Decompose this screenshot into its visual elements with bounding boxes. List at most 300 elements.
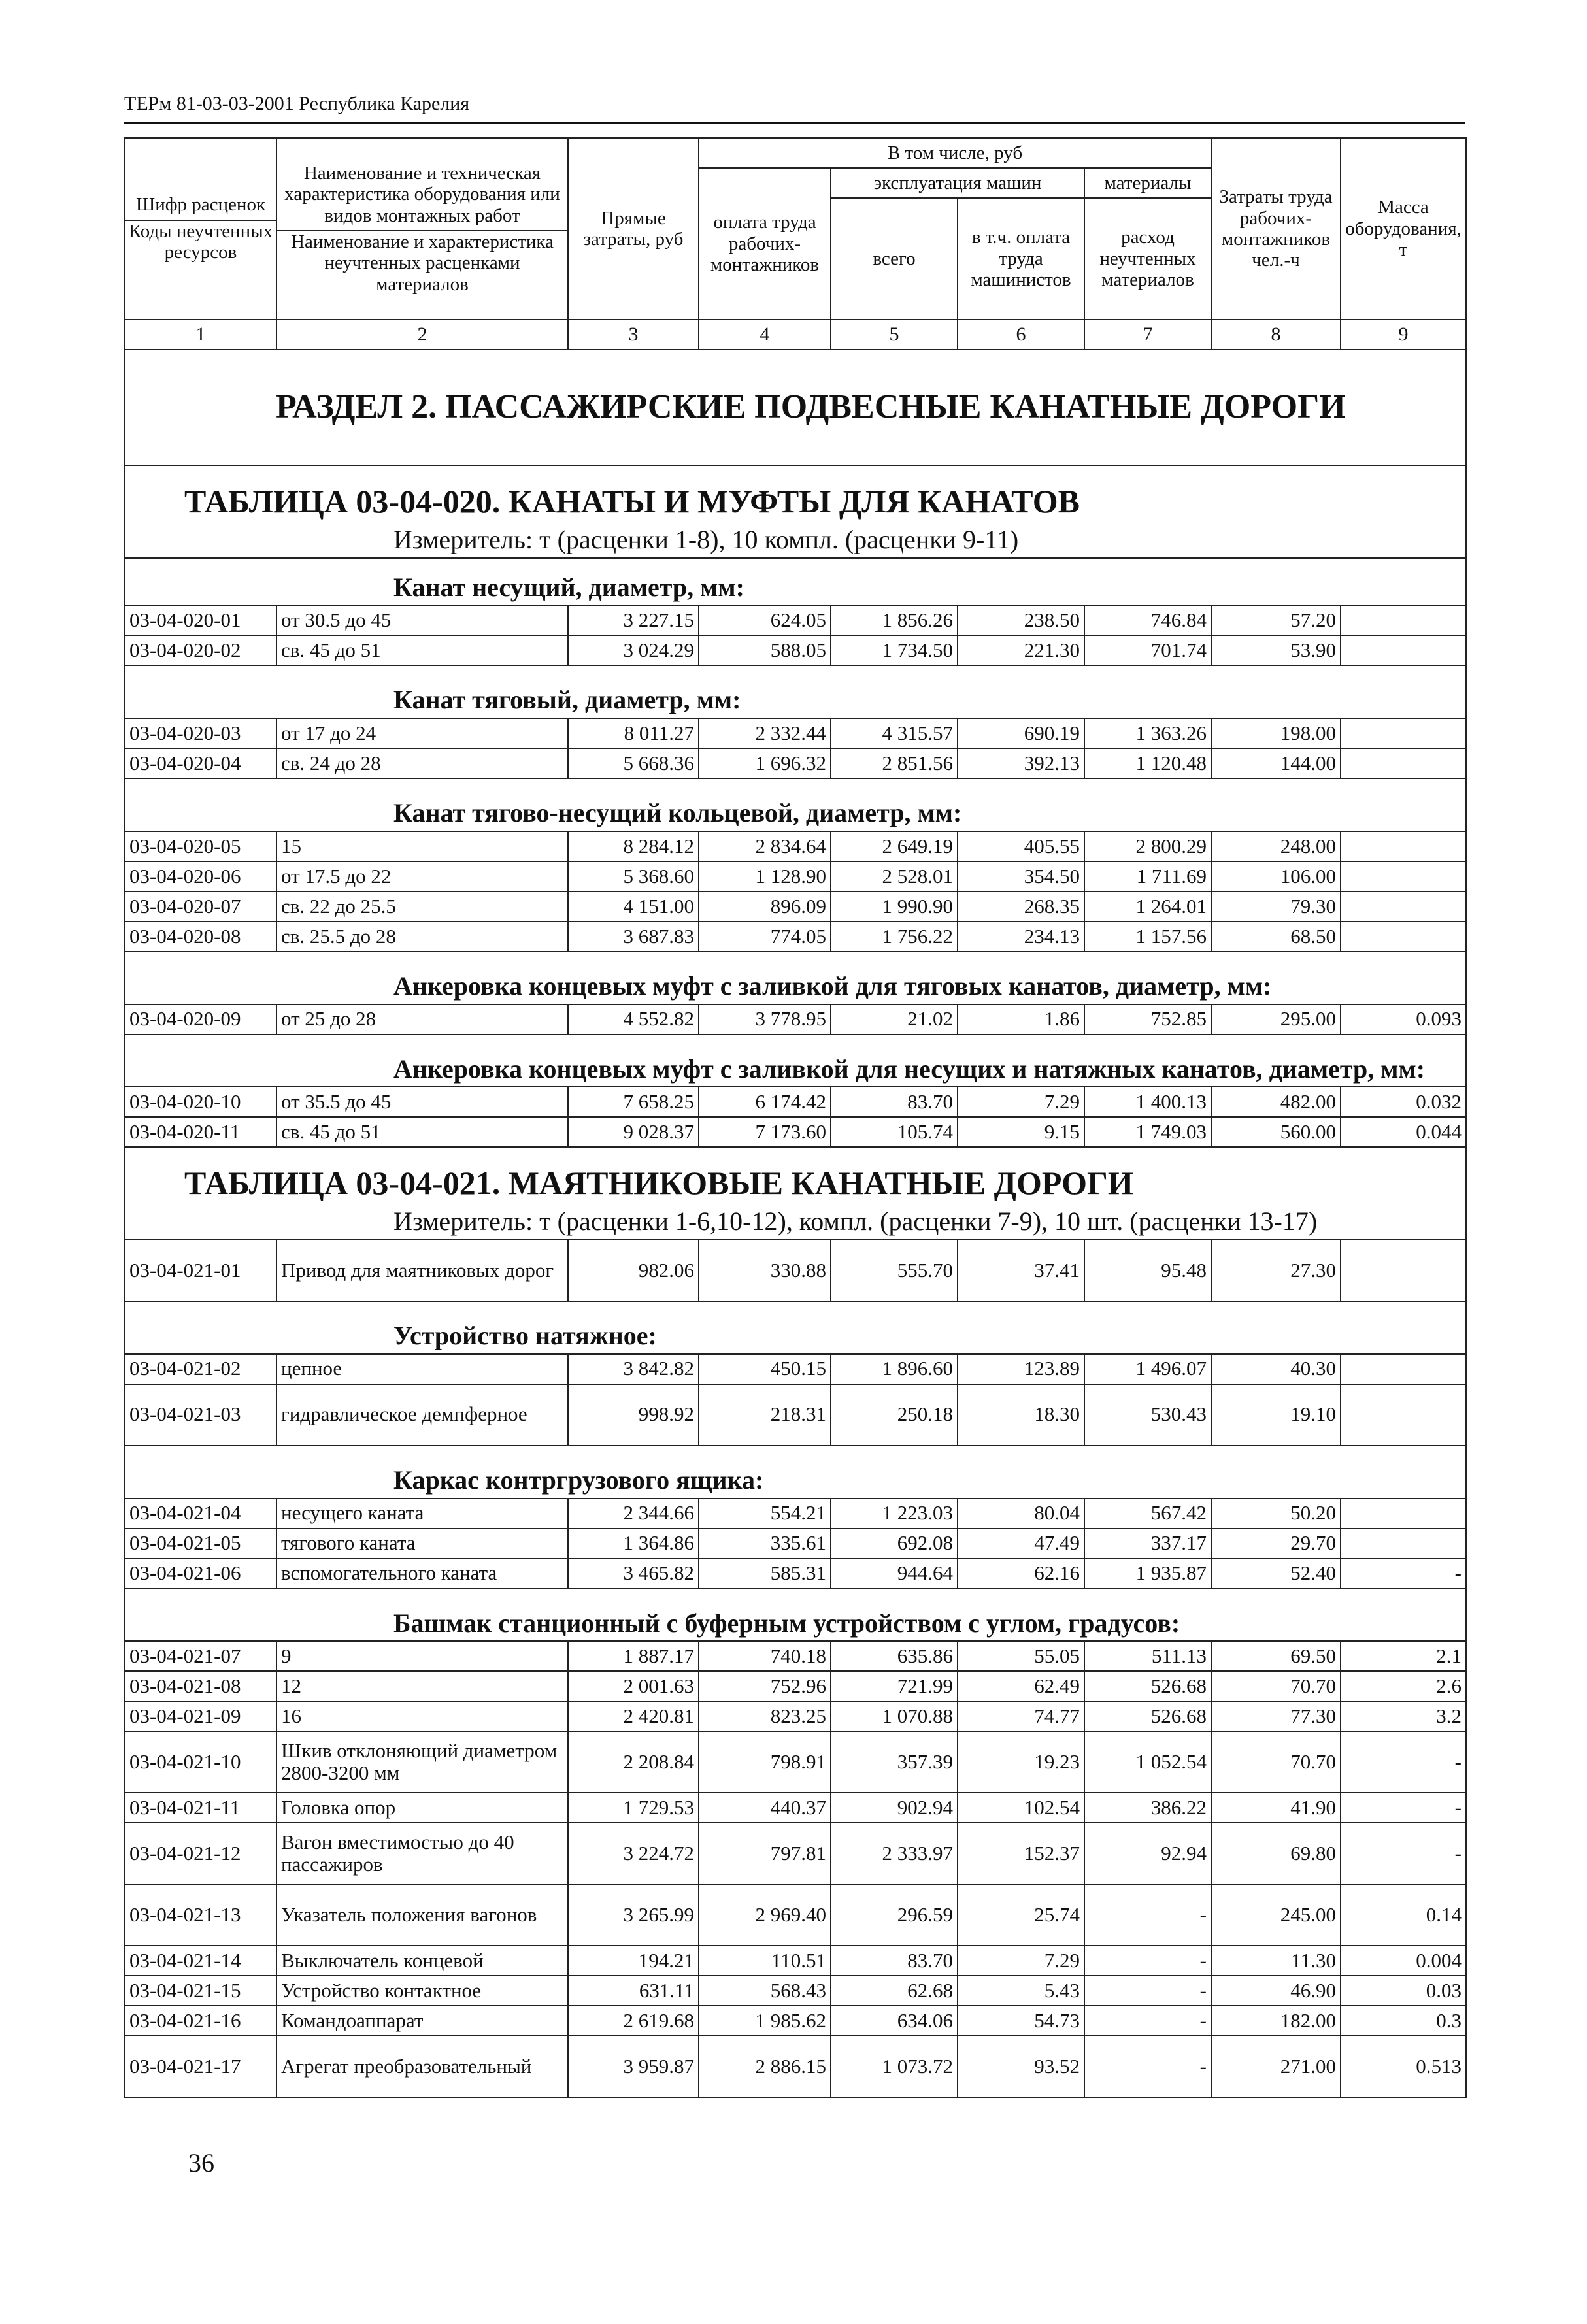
row-materials: 752.85 bbox=[1084, 1004, 1211, 1035]
row-machines-total: 250.18 bbox=[831, 1384, 958, 1446]
column-number: 3 bbox=[568, 320, 699, 350]
group-heading-row bbox=[125, 558, 1466, 606]
row-machinist-pay: 5.43 bbox=[958, 1976, 1084, 2006]
row-labor-hours: 70.70 bbox=[1211, 1671, 1341, 1701]
table-row bbox=[125, 1884, 1466, 1946]
row-code: 03-04-021-04 bbox=[125, 1499, 276, 1529]
row-labor-hours: 198.00 bbox=[1211, 718, 1341, 748]
row-name: 15 bbox=[276, 831, 568, 861]
row-code: 03-04-020-02 bbox=[125, 635, 276, 665]
row-machines-total: 4 315.57 bbox=[831, 718, 958, 748]
row-code: 03-04-021-11 bbox=[125, 1793, 276, 1823]
row-labor-hours: 68.50 bbox=[1211, 921, 1341, 952]
row-machinist-pay: 9.15 bbox=[958, 1117, 1084, 1147]
row-direct-cost: 2 001.63 bbox=[568, 1671, 699, 1701]
row-mass bbox=[1341, 635, 1466, 665]
row-code: 03-04-020-11 bbox=[125, 1117, 276, 1147]
row-labor-pay: 2 969.40 bbox=[699, 1884, 831, 1946]
row-name: 9 bbox=[276, 1641, 568, 1671]
group-heading: Каркас контргрузового ящика: bbox=[125, 1446, 1466, 1499]
running-head: ТЕРм 81-03-03-2001 Республика Карелия bbox=[124, 93, 470, 114]
row-direct-cost: 998.92 bbox=[568, 1384, 699, 1446]
row-name: Агрегат преобразовательный bbox=[276, 2036, 568, 2097]
row-direct-cost: 1 729.53 bbox=[568, 1793, 699, 1823]
row-materials: 2 800.29 bbox=[1084, 831, 1211, 861]
row-direct-cost: 2 420.81 bbox=[568, 1701, 699, 1731]
column-numbers-row bbox=[125, 320, 1466, 350]
row-machines-total: 1 223.03 bbox=[831, 1499, 958, 1529]
row-machines-total: 1 734.50 bbox=[831, 635, 958, 665]
row-labor-hours: 482.00 bbox=[1211, 1087, 1341, 1117]
row-materials: 511.13 bbox=[1084, 1641, 1211, 1671]
table-row bbox=[125, 748, 1466, 778]
row-mass bbox=[1341, 718, 1466, 748]
row-code: 03-04-021-16 bbox=[125, 2006, 276, 2036]
row-labor-hours: 19.10 bbox=[1211, 1384, 1341, 1446]
table-row bbox=[125, 1499, 1466, 1529]
table-row bbox=[125, 1529, 1466, 1559]
row-code: 03-04-020-08 bbox=[125, 921, 276, 952]
row-machinist-pay: 7.29 bbox=[958, 1946, 1084, 1976]
group-heading: Анкеровка концевых муфт с заливкой для тяговых канатов, диаметр, мм: bbox=[125, 952, 1466, 1004]
row-materials: - bbox=[1084, 2006, 1211, 2036]
row-machinist-pay: 7.29 bbox=[958, 1087, 1084, 1117]
row-labor-pay: 588.05 bbox=[699, 635, 831, 665]
row-mass bbox=[1341, 921, 1466, 952]
group-heading: Анкеровка концевых муфт с заливкой для несущих и натяжных канатов, диаметр, мм: bbox=[125, 1035, 1466, 1087]
row-direct-cost: 5 668.36 bbox=[568, 748, 699, 778]
row-machines-total: 62.68 bbox=[831, 1976, 958, 2006]
row-mass bbox=[1341, 831, 1466, 861]
row-machinist-pay: 18.30 bbox=[958, 1384, 1084, 1446]
row-labor-hours: 52.40 bbox=[1211, 1559, 1341, 1589]
row-direct-cost: 194.21 bbox=[568, 1946, 699, 1976]
table-measure: Измеритель: т (расценки 1-6,10-12), компл. (расценки 7-9), 10 шт. (расценки 13-17) bbox=[393, 1206, 1318, 1236]
row-labor-pay: 2 332.44 bbox=[699, 718, 831, 748]
row-name: 12 bbox=[276, 1671, 568, 1701]
row-mass: 2.1 bbox=[1341, 1641, 1466, 1671]
row-mass bbox=[1341, 1240, 1466, 1301]
group-heading-row bbox=[125, 952, 1466, 1004]
row-materials: - bbox=[1084, 2036, 1211, 2097]
row-labor-hours: 69.80 bbox=[1211, 1823, 1341, 1884]
column-number: 2 bbox=[276, 320, 568, 350]
row-materials: 92.94 bbox=[1084, 1823, 1211, 1884]
row-direct-cost: 5 368.60 bbox=[568, 861, 699, 891]
row-machinist-pay: 37.41 bbox=[958, 1240, 1084, 1301]
row-labor-hours: 69.50 bbox=[1211, 1641, 1341, 1671]
group-heading-row bbox=[125, 665, 1466, 718]
row-direct-cost: 2 208.84 bbox=[568, 1731, 699, 1793]
row-code: 03-04-021-12 bbox=[125, 1823, 276, 1884]
row-labor-pay: 2 886.15 bbox=[699, 2036, 831, 2097]
header-materials-consumption: расход неучтенных материалов bbox=[1084, 198, 1211, 320]
row-machines-total: 83.70 bbox=[831, 1946, 958, 1976]
row-machines-total: 1 856.26 bbox=[831, 605, 958, 635]
row-materials: 1 157.56 bbox=[1084, 921, 1211, 952]
row-machines-total: 21.02 bbox=[831, 1004, 958, 1035]
row-name: от 35.5 до 45 bbox=[276, 1087, 568, 1117]
row-code: 03-04-020-09 bbox=[125, 1004, 276, 1035]
row-machines-total: 1 756.22 bbox=[831, 921, 958, 952]
column-number: 8 bbox=[1211, 320, 1341, 350]
row-labor-pay: 440.37 bbox=[699, 1793, 831, 1823]
row-code: 03-04-020-03 bbox=[125, 718, 276, 748]
row-direct-cost: 2 619.68 bbox=[568, 2006, 699, 2036]
row-name: цепное bbox=[276, 1354, 568, 1384]
row-machinist-pay: 221.30 bbox=[958, 635, 1084, 665]
table-row bbox=[125, 1004, 1466, 1035]
row-materials: 1 711.69 bbox=[1084, 861, 1211, 891]
table-row bbox=[125, 1701, 1466, 1731]
row-direct-cost: 1 364.86 bbox=[568, 1529, 699, 1559]
table-row bbox=[125, 1793, 1466, 1823]
row-code: 03-04-020-06 bbox=[125, 861, 276, 891]
row-direct-cost: 3 687.83 bbox=[568, 921, 699, 952]
row-materials: 1 400.13 bbox=[1084, 1087, 1211, 1117]
row-labor-hours: 41.90 bbox=[1211, 1793, 1341, 1823]
table-row bbox=[125, 861, 1466, 891]
row-direct-cost: 3 959.87 bbox=[568, 2036, 699, 2097]
row-materials: 386.22 bbox=[1084, 1793, 1211, 1823]
table-row bbox=[125, 2006, 1466, 2036]
row-machinist-pay: 123.89 bbox=[958, 1354, 1084, 1384]
row-direct-cost: 3 227.15 bbox=[568, 605, 699, 635]
row-name: от 30.5 до 45 bbox=[276, 605, 568, 635]
row-labor-hours: 248.00 bbox=[1211, 831, 1341, 861]
row-mass: 0.093 bbox=[1341, 1004, 1466, 1035]
row-machinist-pay: 405.55 bbox=[958, 831, 1084, 861]
header-machines-total: всего bbox=[831, 198, 958, 320]
row-mass: 0.513 bbox=[1341, 2036, 1466, 2097]
row-name: Головка опор bbox=[276, 1793, 568, 1823]
page-number: 36 bbox=[188, 2148, 214, 2178]
row-machines-total: 555.70 bbox=[831, 1240, 958, 1301]
row-name: св. 25.5 до 28 bbox=[276, 921, 568, 952]
row-machines-total: 1 896.60 bbox=[831, 1354, 958, 1384]
row-direct-cost: 3 024.29 bbox=[568, 635, 699, 665]
table-row bbox=[125, 1384, 1466, 1446]
row-name: Устройство контактное bbox=[276, 1976, 568, 2006]
row-mass bbox=[1341, 748, 1466, 778]
row-name: Командоаппарат bbox=[276, 2006, 568, 2036]
row-materials: 1 496.07 bbox=[1084, 1354, 1211, 1384]
row-machinist-pay: 102.54 bbox=[958, 1793, 1084, 1823]
row-machinist-pay: 62.49 bbox=[958, 1671, 1084, 1701]
row-name: от 25 до 28 bbox=[276, 1004, 568, 1035]
row-machinist-pay: 354.50 bbox=[958, 861, 1084, 891]
header-including: В том числе, руб bbox=[699, 138, 1211, 168]
row-machines-total: 296.59 bbox=[831, 1884, 958, 1946]
row-name: гидравлическое демпферное bbox=[276, 1384, 568, 1446]
row-machines-total: 2 333.97 bbox=[831, 1823, 958, 1884]
row-labor-pay: 2 834.64 bbox=[699, 831, 831, 861]
row-machines-total: 357.39 bbox=[831, 1731, 958, 1793]
row-mass bbox=[1341, 1529, 1466, 1559]
row-code: 03-04-021-05 bbox=[125, 1529, 276, 1559]
row-mass: 0.044 bbox=[1341, 1117, 1466, 1147]
row-code: 03-04-021-03 bbox=[125, 1384, 276, 1446]
group-heading: Канат тяговый, диаметр, мм: bbox=[125, 665, 1466, 718]
row-code: 03-04-021-10 bbox=[125, 1731, 276, 1793]
row-labor-hours: 182.00 bbox=[1211, 2006, 1341, 2036]
row-mass bbox=[1341, 605, 1466, 635]
header-codes: Коды неучтенных ресурсов bbox=[128, 220, 273, 263]
row-materials: - bbox=[1084, 1946, 1211, 1976]
group-heading: Канат тягово-несущий кольцевой, диаметр, мм: bbox=[125, 778, 1466, 831]
rates-table bbox=[124, 137, 1467, 2098]
row-machinist-pay: 74.77 bbox=[958, 1701, 1084, 1731]
row-mass bbox=[1341, 861, 1466, 891]
row-materials: 1 363.26 bbox=[1084, 718, 1211, 748]
row-materials: - bbox=[1084, 1884, 1211, 1946]
row-direct-cost: 7 658.25 bbox=[568, 1087, 699, 1117]
row-mass: 0.032 bbox=[1341, 1087, 1466, 1117]
row-name: Указатель положения вагонов bbox=[276, 1884, 568, 1946]
table-row bbox=[125, 635, 1466, 665]
row-mass: 0.03 bbox=[1341, 1976, 1466, 2006]
row-machines-total: 902.94 bbox=[831, 1793, 958, 1823]
row-materials: 337.17 bbox=[1084, 1529, 1211, 1559]
row-mass bbox=[1341, 1354, 1466, 1384]
row-labor-pay: 624.05 bbox=[699, 605, 831, 635]
row-materials: 1 935.87 bbox=[1084, 1559, 1211, 1589]
row-code: 03-04-020-04 bbox=[125, 748, 276, 778]
row-machinist-pay: 268.35 bbox=[958, 891, 1084, 921]
row-direct-cost: 1 887.17 bbox=[568, 1641, 699, 1671]
row-machines-total: 1 990.90 bbox=[831, 891, 958, 921]
row-name: св. 45 до 51 bbox=[276, 635, 568, 665]
row-machinist-pay: 238.50 bbox=[958, 605, 1084, 635]
row-direct-cost: 8 284.12 bbox=[568, 831, 699, 861]
table-measure: Измеритель: т (расценки 1-8), 10 компл. (расценки 9-11) bbox=[393, 524, 1019, 554]
row-direct-cost: 4 151.00 bbox=[568, 891, 699, 921]
row-materials: 746.84 bbox=[1084, 605, 1211, 635]
row-labor-pay: 896.09 bbox=[699, 891, 831, 921]
row-name: вспомогательного каната bbox=[276, 1559, 568, 1589]
row-labor-hours: 11.30 bbox=[1211, 1946, 1341, 1976]
header-direct: Прямые затраты, руб bbox=[568, 138, 699, 320]
table-title-row bbox=[125, 465, 1466, 558]
row-labor-pay: 798.91 bbox=[699, 1731, 831, 1793]
table-row bbox=[125, 831, 1466, 861]
row-labor-hours: 271.00 bbox=[1211, 2036, 1341, 2097]
row-code: 03-04-020-10 bbox=[125, 1087, 276, 1117]
row-machines-total: 2 528.01 bbox=[831, 861, 958, 891]
row-machines-total: 2 851.56 bbox=[831, 748, 958, 778]
header-name-bottom: Наименование и характеристика неучтенных расценками материалов bbox=[291, 231, 554, 295]
row-machinist-pay: 19.23 bbox=[958, 1731, 1084, 1793]
row-mass bbox=[1341, 1384, 1466, 1446]
row-code: 03-04-021-09 bbox=[125, 1701, 276, 1731]
row-labor-hours: 57.20 bbox=[1211, 605, 1341, 635]
group-heading-row bbox=[125, 778, 1466, 831]
row-machines-total: 634.06 bbox=[831, 2006, 958, 2036]
header-mass: Масса оборудования, т bbox=[1341, 138, 1466, 320]
header-labor-cost: Затраты труда рабочих-монтажников чел.-ч bbox=[1211, 138, 1341, 320]
table-row bbox=[125, 1946, 1466, 1976]
row-direct-cost: 982.06 bbox=[568, 1240, 699, 1301]
column-number: 1 bbox=[125, 320, 276, 350]
row-code: 03-04-021-08 bbox=[125, 1671, 276, 1701]
row-machinist-pay: 392.13 bbox=[958, 748, 1084, 778]
table-row bbox=[125, 921, 1466, 952]
row-machinist-pay: 690.19 bbox=[958, 718, 1084, 748]
row-code: 03-04-020-07 bbox=[125, 891, 276, 921]
header-machines: эксплуатация машин bbox=[831, 168, 1084, 198]
row-labor-pay: 110.51 bbox=[699, 1946, 831, 1976]
row-name: от 17 до 24 bbox=[276, 718, 568, 748]
header-materials: материалы bbox=[1084, 168, 1211, 198]
row-mass: - bbox=[1341, 1559, 1466, 1589]
row-machinist-pay: 80.04 bbox=[958, 1499, 1084, 1529]
row-labor-pay: 568.43 bbox=[699, 1976, 831, 2006]
group-heading: Башмак станционный с буферным устройством с углом, градусов: bbox=[125, 1589, 1466, 1642]
price-sheet bbox=[124, 137, 1465, 2098]
group-heading-row bbox=[125, 1446, 1466, 1499]
row-code: 03-04-021-07 bbox=[125, 1641, 276, 1671]
table-header bbox=[125, 138, 1466, 350]
row-direct-cost: 3 224.72 bbox=[568, 1823, 699, 1884]
table-row bbox=[125, 1240, 1466, 1301]
table-row bbox=[125, 1559, 1466, 1589]
row-labor-hours: 50.20 bbox=[1211, 1499, 1341, 1529]
table-row bbox=[125, 1823, 1466, 1884]
row-materials: 1 120.48 bbox=[1084, 748, 1211, 778]
row-materials: 567.42 bbox=[1084, 1499, 1211, 1529]
group-heading-row bbox=[125, 1035, 1466, 1087]
group-heading-row bbox=[125, 1589, 1466, 1642]
table-title-row bbox=[125, 1147, 1466, 1240]
table-row bbox=[125, 1641, 1466, 1671]
row-machines-total: 721.99 bbox=[831, 1671, 958, 1701]
row-code: 03-04-021-15 bbox=[125, 1976, 276, 2006]
group-heading-row bbox=[125, 1301, 1466, 1354]
row-materials: 526.68 bbox=[1084, 1671, 1211, 1701]
table-row bbox=[125, 1976, 1466, 2006]
column-number: 7 bbox=[1084, 320, 1211, 350]
table-row bbox=[125, 1671, 1466, 1701]
row-mass: 0.14 bbox=[1341, 1884, 1466, 1946]
row-name: Выключатель концевой bbox=[276, 1946, 568, 1976]
row-labor-pay: 774.05 bbox=[699, 921, 831, 952]
header-machinist-pay: в т.ч. оплата труда машинистов bbox=[958, 198, 1084, 320]
row-mass: 0.004 bbox=[1341, 1946, 1466, 1976]
row-mass: 2.6 bbox=[1341, 1671, 1466, 1701]
row-direct-cost: 8 011.27 bbox=[568, 718, 699, 748]
row-code: 03-04-021-13 bbox=[125, 1884, 276, 1946]
row-code: 03-04-021-17 bbox=[125, 2036, 276, 2097]
row-machines-total: 105.74 bbox=[831, 1117, 958, 1147]
row-labor-hours: 144.00 bbox=[1211, 748, 1341, 778]
row-machinist-pay: 62.16 bbox=[958, 1559, 1084, 1589]
row-labor-hours: 27.30 bbox=[1211, 1240, 1341, 1301]
row-labor-pay: 450.15 bbox=[699, 1354, 831, 1384]
header-cipher-cell bbox=[125, 138, 276, 320]
row-labor-pay: 3 778.95 bbox=[699, 1004, 831, 1035]
group-heading: Устройство натяжное: bbox=[125, 1301, 1466, 1354]
column-number: 4 bbox=[699, 320, 831, 350]
row-code: 03-04-021-01 bbox=[125, 1240, 276, 1301]
row-materials: 95.48 bbox=[1084, 1240, 1211, 1301]
row-labor-hours: 79.30 bbox=[1211, 891, 1341, 921]
row-direct-cost: 4 552.82 bbox=[568, 1004, 699, 1035]
row-name: тягового каната bbox=[276, 1529, 568, 1559]
row-mass: - bbox=[1341, 1823, 1466, 1884]
header-name-cell bbox=[276, 138, 568, 320]
row-code: 03-04-021-14 bbox=[125, 1946, 276, 1976]
column-number: 5 bbox=[831, 320, 958, 350]
row-name: от 17.5 до 22 bbox=[276, 861, 568, 891]
row-labor-pay: 1 985.62 bbox=[699, 2006, 831, 2036]
row-materials: - bbox=[1084, 1976, 1211, 2006]
column-number: 6 bbox=[958, 320, 1084, 350]
column-number: 9 bbox=[1341, 320, 1466, 350]
row-materials: 1 052.54 bbox=[1084, 1731, 1211, 1793]
table-row bbox=[125, 1354, 1466, 1384]
row-machines-total: 1 070.88 bbox=[831, 1701, 958, 1731]
row-labor-pay: 797.81 bbox=[699, 1823, 831, 1884]
row-machinist-pay: 55.05 bbox=[958, 1641, 1084, 1671]
row-mass bbox=[1341, 1499, 1466, 1529]
row-mass: - bbox=[1341, 1731, 1466, 1793]
row-machines-total: 83.70 bbox=[831, 1087, 958, 1117]
row-labor-pay: 823.25 bbox=[699, 1701, 831, 1731]
row-labor-pay: 218.31 bbox=[699, 1384, 831, 1446]
row-machinist-pay: 152.37 bbox=[958, 1823, 1084, 1884]
table-row bbox=[125, 1087, 1466, 1117]
table-row bbox=[125, 2036, 1466, 2097]
table-row bbox=[125, 891, 1466, 921]
row-labor-pay: 554.21 bbox=[699, 1499, 831, 1529]
row-labor-hours: 560.00 bbox=[1211, 1117, 1341, 1147]
row-name: Привод для маятниковых дорог bbox=[276, 1240, 568, 1301]
table-row bbox=[125, 1117, 1466, 1147]
row-name: Шкив отклоняющий диаметром 2800-3200 мм bbox=[276, 1731, 568, 1793]
row-labor-pay: 740.18 bbox=[699, 1641, 831, 1671]
row-labor-pay: 6 174.42 bbox=[699, 1087, 831, 1117]
row-direct-cost: 631.11 bbox=[568, 1976, 699, 2006]
row-direct-cost: 2 344.66 bbox=[568, 1499, 699, 1529]
row-name: св. 45 до 51 bbox=[276, 1117, 568, 1147]
row-labor-pay: 330.88 bbox=[699, 1240, 831, 1301]
row-labor-hours: 46.90 bbox=[1211, 1976, 1341, 2006]
row-code: 03-04-020-01 bbox=[125, 605, 276, 635]
row-materials: 1 749.03 bbox=[1084, 1117, 1211, 1147]
row-labor-hours: 295.00 bbox=[1211, 1004, 1341, 1035]
header-rule bbox=[124, 122, 1465, 124]
row-labor-pay: 1 696.32 bbox=[699, 748, 831, 778]
row-direct-cost: 3 465.82 bbox=[568, 1559, 699, 1589]
row-machinist-pay: 93.52 bbox=[958, 2036, 1084, 2097]
row-machines-total: 1 073.72 bbox=[831, 2036, 958, 2097]
row-name: 16 bbox=[276, 1701, 568, 1731]
row-name: Вагон вместимостью до 40 пассажиров bbox=[276, 1823, 568, 1884]
row-mass: 3.2 bbox=[1341, 1701, 1466, 1731]
row-code: 03-04-021-02 bbox=[125, 1354, 276, 1384]
row-labor-hours: 106.00 bbox=[1211, 861, 1341, 891]
row-machinist-pay: 1.86 bbox=[958, 1004, 1084, 1035]
row-machinist-pay: 54.73 bbox=[958, 2006, 1084, 2036]
row-labor-hours: 70.70 bbox=[1211, 1731, 1341, 1793]
table-title: ТАБЛИЦА 03-04-020. КАНАТЫ И МУФТЫ ДЛЯ КАНАТОВ bbox=[184, 483, 1080, 520]
header-labor-pay: оплата труда рабочих-монтажников bbox=[699, 168, 831, 320]
row-labor-hours: 53.90 bbox=[1211, 635, 1341, 665]
section-title: РАЗДЕЛ 2. ПАССАЖИРСКИЕ ПОДВЕСНЫЕ КАНАТНЫЕ ДОРОГИ bbox=[125, 350, 1466, 465]
row-machinist-pay: 25.74 bbox=[958, 1884, 1084, 1946]
row-labor-hours: 40.30 bbox=[1211, 1354, 1341, 1384]
row-labor-pay: 752.96 bbox=[699, 1671, 831, 1701]
